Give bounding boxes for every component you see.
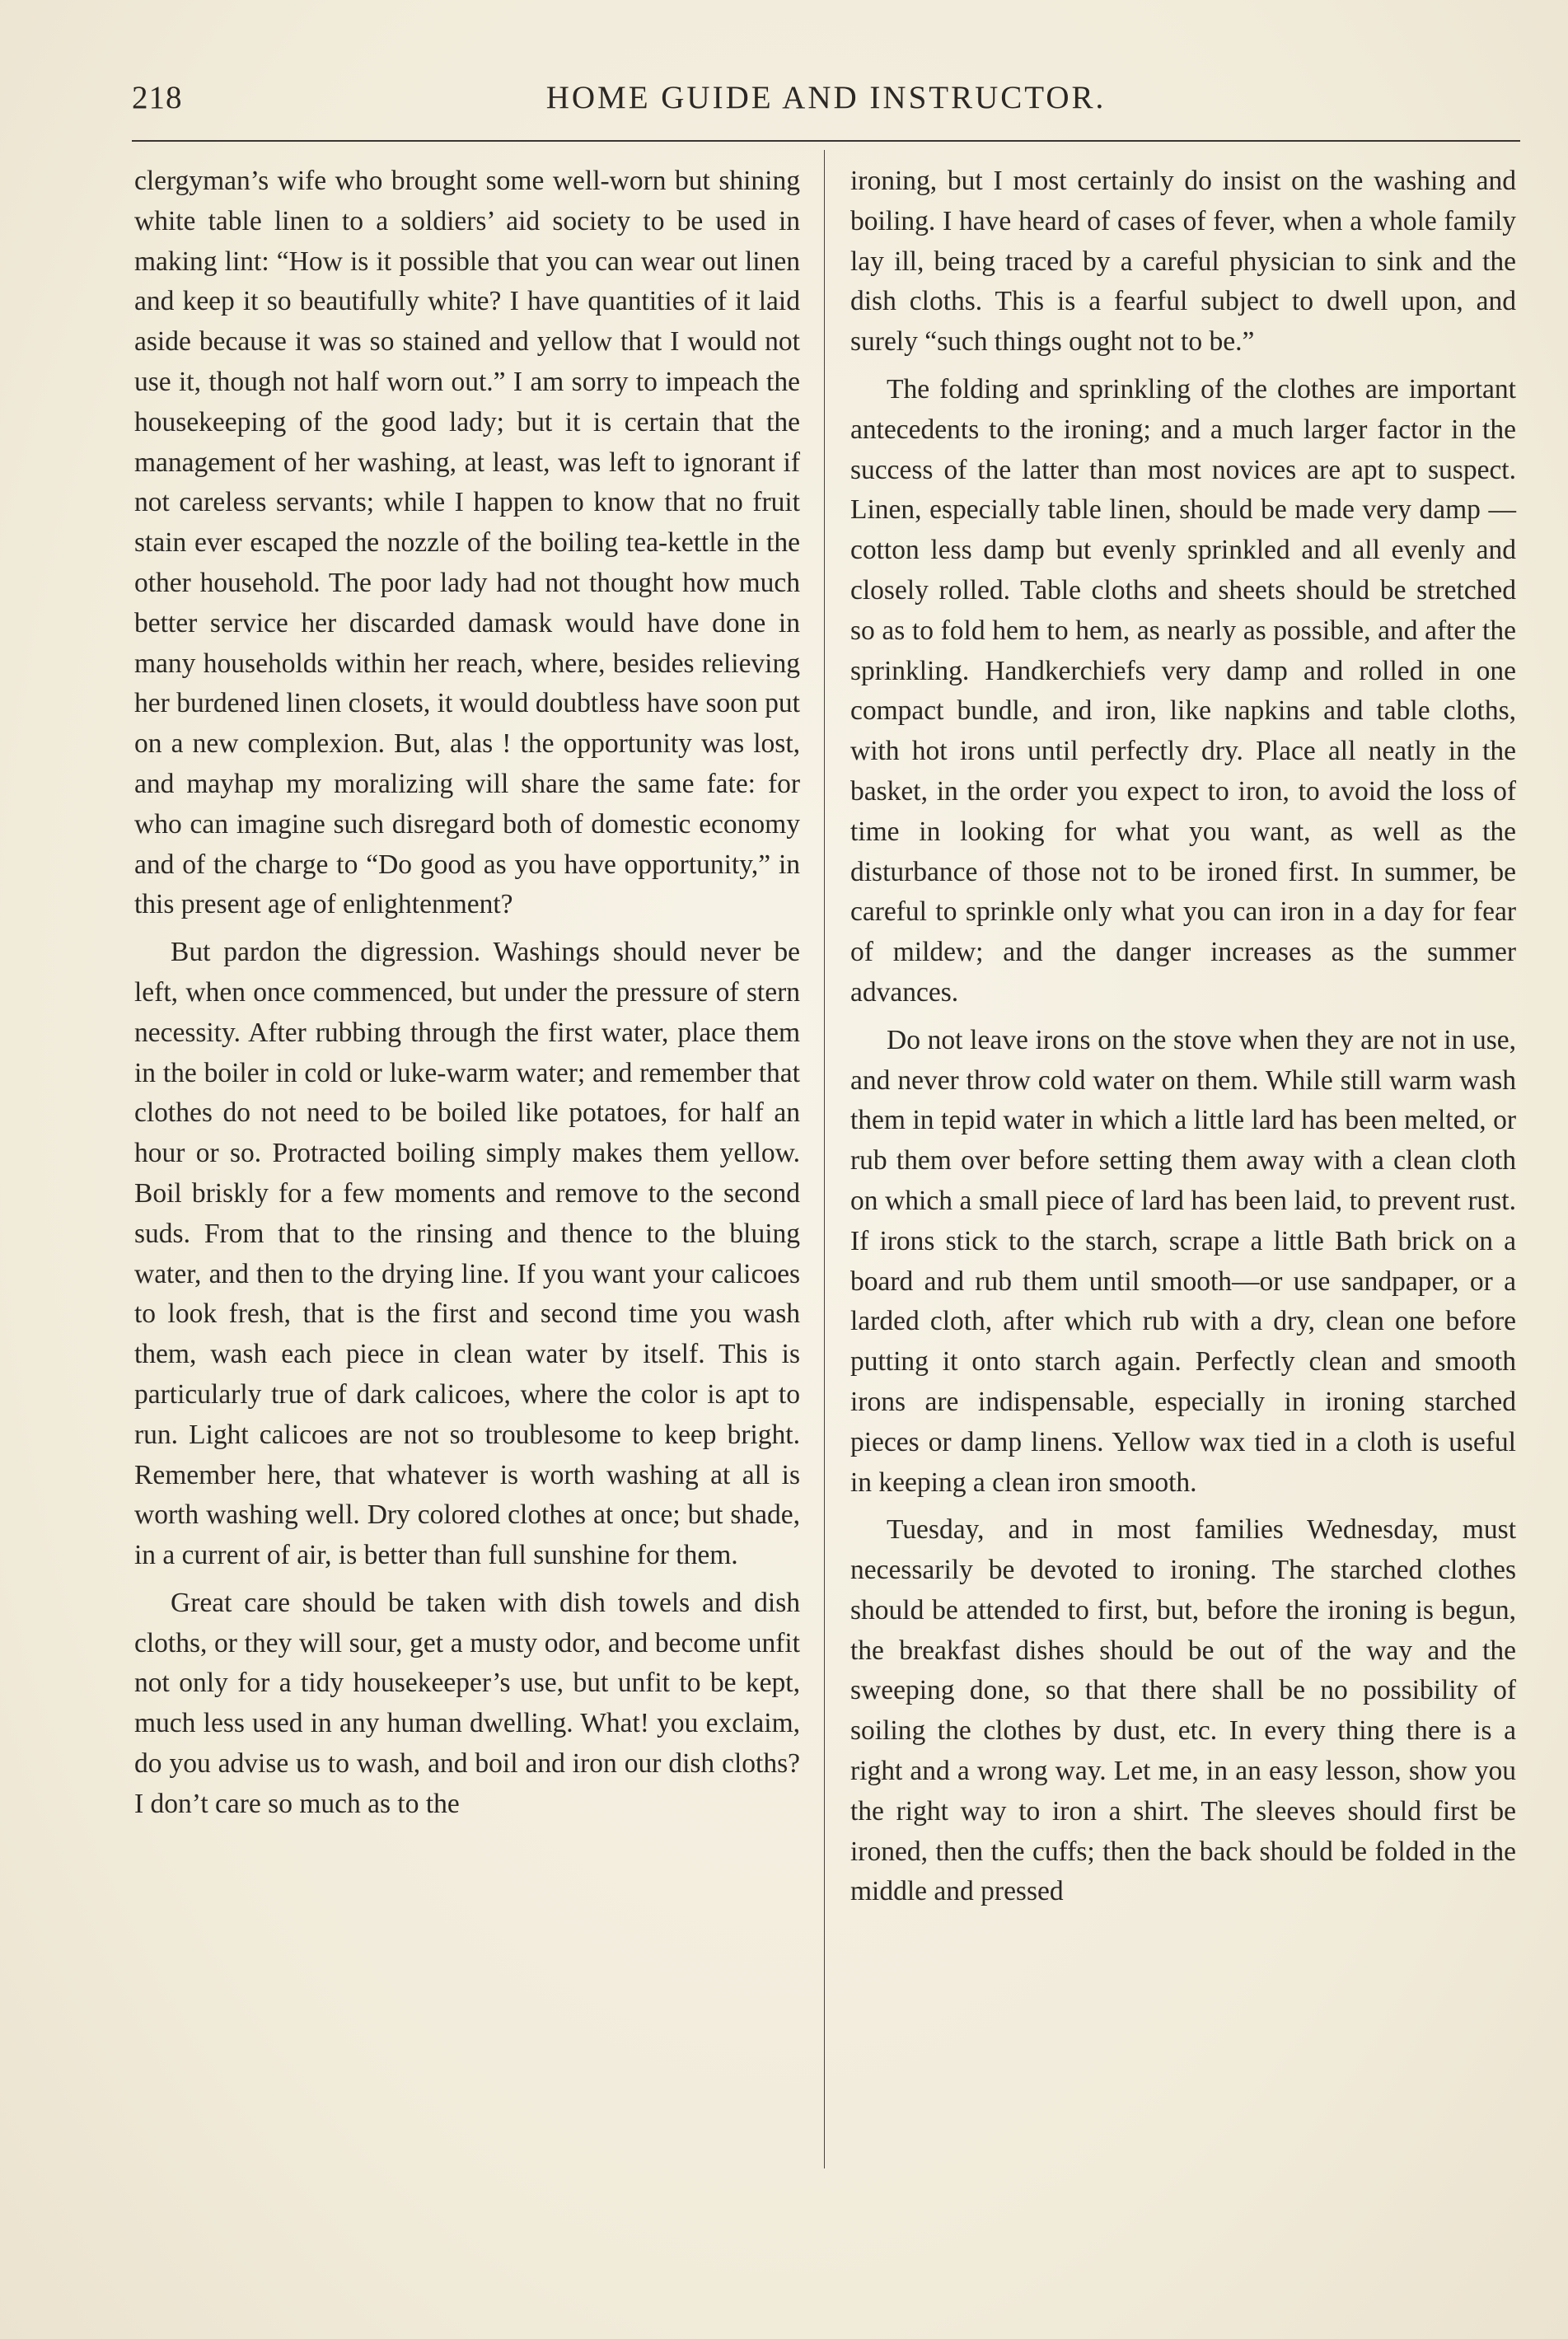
right-column [850,161,1516,1920]
paragraph: The folding and sprinkling of the clothes are important antecedents to the ironing; and a much larger factor in the success of the latter than most novices are apt to suspect. Linen, especially table linen, should be made very damp —cotton less damp but evenly sprinkled and all evenly and closely rolled. Table cloths and sheets should be stretched so as to fold hem to hem, as nearly as possible, and after the sprinkling. Handkerchiefs very damp and rolled in one compact bundle, and iron, like napkins and table cloths, with hot irons until perfectly dry. Place all neatly in the basket, in the order you expect to iron, to avoid the loss of time in looking for what you want, as well as the disturbance of those not to be ironed first. In summer, be careful to sprinkle only what you can iron in a day for fear of mildew; and the danger increases as the summer advances. [850,373,1516,1008]
page-header [132,79,1520,120]
column-divider [824,150,825,2168]
paragraph: Tuesday, and in most families Wednesday, must necessarily be devoted to ironing. The starched clothes should be attended to first, but, before the ironing is begun, the breakfast dishes should be out of the way and the sweeping done, so that there shall be no possibility of soiling the clothes by dust, etc. In every thing there is a right and a wrong way. Let me, in an easy lesson, show you the right way to iron a shirt. The sleeves should first be ironed, then the cuffs; then the back should be folded in the middle and pressed [850,1514,1516,1907]
left-column [134,161,800,1832]
paragraph: clergyman’s wife who brought some well-worn but shining white table linen to a soldiers’ aid society to be used in making lint: “How is it possible that you can wear out linen and keep it so beautifully white? I have quantities of it laid aside because it was so stained and yellow that I would not use it, though not half worn out.” I am sorry to impeach the housekeeping of the good lady; but it is certain that the management of her washing, at least, was left to ignorant if not careless servants; while I happen to know that no fruit stain ever escaped the nozzle of the boiling tea-kettle in the other household. The poor lady had not thought how much better service her discarded damask would have done in many households within her reach, where, besides relieving her burdened linen closets, it would doubtless have soon put on a new complexion. But, alas ! the opportunity was lost, and mayhap my moralizing will share the same fate: for who can imagine such disregard both of domestic economy and of the charge to “Do good as you have opportunity,” in this present age of enlightenment? [134,166,800,920]
paragraph: ironing, but I most certainly do insist on the washing and boiling. I have heard of cases of fever, when a whole family lay ill, being traced by a careful physician to sink and the dish cloths. This is a fearful subject to dwell upon, and surely “such things ought not to be.” [850,166,1516,358]
paragraph: Do not leave irons on the stove when they are not in use, and never throw cold water on them. While still warm wash them in tepid water in which a little lard has been melted, or rub them over before setting them away with a clean cloth on which a small piece of lard has been laid, to prevent rust. If irons stick to the starch, scrape a little Bath brick on a board and rub them until smooth—or use sandpaper, or a larded cloth, after which rub with a dry, clean one before putting it onto starch again. Perfectly clean and smooth irons are indispensable, especially in ironing starched pieces or damp linens. Yellow wax tied in a cloth is useful in keeping a clean iron smooth. [850,1024,1516,1498]
paragraph: But pardon the digression. Washings should never be left, when once commenced, but under the pressure of stern necessity. After rubbing through the first water, place them in the boiler in cold or luke-warm water; and remember that clothes do not need to be boiled like potatoes, for half an hour or so. Protracted boiling simply makes them yellow. Boil briskly for a few moments and remove to the second suds. From that to the rinsing and thence to the bluing water, and then to the drying line. If you want your calicoes to look fresh, that is the first and second time you wash them, wash each piece in clean water by itself. This is particularly true of dark calicoes, where the color is apt to run. Light calicoes are not so troublesome to keep bright. Remember here, that whatever is worth washing at all is worth washing well. Dry colored clothes at once; but shade, in a current of air, is better than full sunshine for them. [134,937,800,1571]
page-number: 218 [132,80,183,115]
paragraph: Great care should be taken with dish towels and dish cloths, or they will sour, get a musty odor, and become unfit not only for a tidy housekeeper’s use, but unfit to be kept, much less used in any human dwelling. What! you exclaim, do you advise us to wash, and boil and iron our dish cloths? I don’t care so much as to the [134,1587,800,1819]
running-title: HOME GUIDE AND INSTRUCTOR. [545,80,1107,115]
header-rule [132,140,1520,142]
